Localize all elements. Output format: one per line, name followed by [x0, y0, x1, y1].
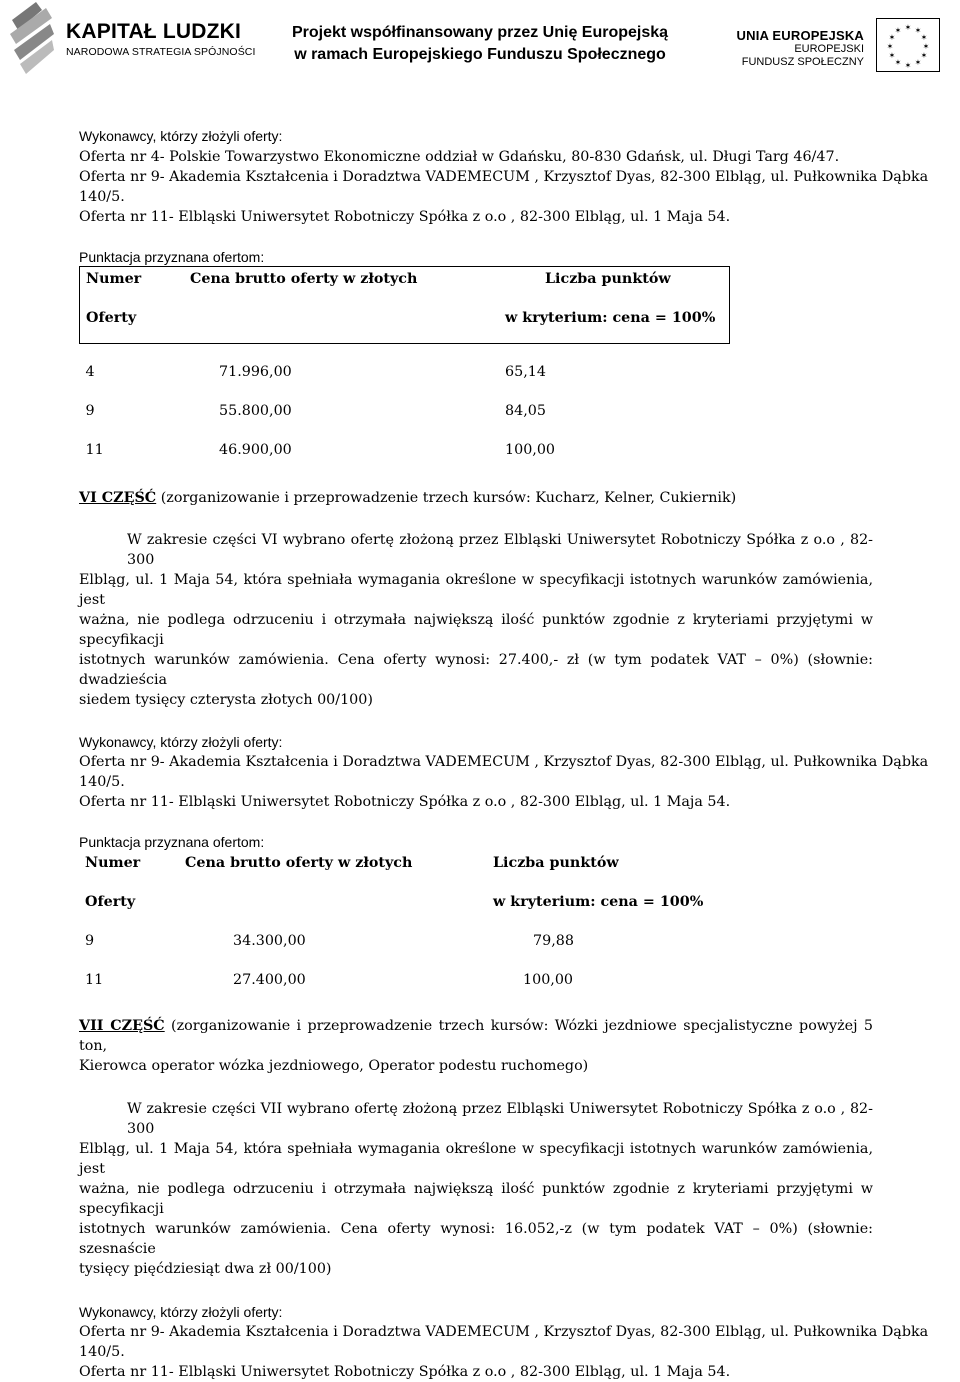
- scores-table: [79, 853, 733, 991]
- row-number: 4: [85, 364, 95, 380]
- document-body: [79, 124, 929, 1382]
- paragraph-line: istotnych warunków zamówienia. Cena oferty wynosi: 16.052,-z (w tym podatek VAT – 0%) (słownie: szesnaście: [79, 1221, 873, 1257]
- bidder-line: 140/5.: [79, 774, 125, 790]
- table-header-number: Numer Oferty: [85, 855, 141, 910]
- paragraph-line: ważna, nie podlega odrzuceniu i otrzymała największą ilość punktów zgodnie z kryteriami przyjętymi w specyfikacji: [79, 612, 873, 648]
- paragraph-line: tysięcy pięćdziesiąt dwa zł 00/100): [79, 1261, 332, 1277]
- table-header-points: Liczba punktów w kryterium: cena = 100%: [505, 267, 730, 344]
- bidders-heading: Wykonawcy, którzy złożyli oferty:: [79, 734, 283, 750]
- svg-text:✶: ✶: [914, 26, 922, 35]
- svg-text:✶: ✶: [920, 51, 928, 60]
- table-row: [79, 952, 733, 991]
- table-header-number: Numer Oferty: [80, 267, 189, 344]
- svg-text:✶: ✶: [904, 61, 912, 70]
- paragraph-line: W zakresie części VI wybrano ofertę złożoną przez Elbląski Uniwersytet Robotniczy Spółka z o.o , 82-300: [127, 532, 873, 568]
- bidder-line: 140/5.: [79, 189, 125, 205]
- paragraph-line: W zakresie części VII wybrano ofertę złożoną przez Elbląski Uniwersytet Robotniczy Spółka z o.o , 82-300: [127, 1101, 873, 1137]
- paragraph-line: ważna, nie podlega odrzuceniu i otrzymała największą ilość punktów zgodnie z kryteriami przyjętymi w specyfikacji: [79, 1181, 873, 1217]
- section-6-paragraph: [79, 530, 873, 710]
- row-points: 79,88: [533, 933, 574, 949]
- svg-text:✶: ✶: [922, 42, 930, 51]
- row-price: 71.996,00: [219, 364, 292, 380]
- eu-line-1: UNIA EUROPEJSKA: [736, 28, 864, 43]
- bidder-line: Oferta nr 4- Polskie Towarzystwo Ekonomiczne oddział w Gdańsku, 80-830 Gdańsk, ul. Długi Targ 46/47.: [79, 149, 840, 165]
- section-7-paragraph: [79, 1099, 873, 1279]
- section-7-title-text: (zorganizowanie i przeprowadzenie trzech kursów: Wózki jezdniowe specjalistyczne powyżej 5 ton,: [79, 1018, 873, 1054]
- svg-text:✶: ✶: [894, 58, 902, 67]
- table-header-price: Cena brutto oferty w złotych: [185, 855, 413, 871]
- row-number: 11: [85, 442, 104, 458]
- bidder-line: Oferta nr 11- Elbląski Uniwersytet Robotniczy Spółka z o.o , 82-300 Elbląg, ul. 1 Maja 54.: [79, 209, 731, 225]
- svg-text:✶: ✶: [886, 42, 894, 51]
- eu-flag-icon: [876, 18, 940, 72]
- svg-text:✶: ✶: [914, 58, 922, 67]
- project-line-2: w ramach Europejskiego Funduszu Społecznego: [294, 46, 666, 63]
- row-number: 11: [85, 972, 104, 988]
- table-header-price: Cena brutto oferty w złotych: [188, 267, 505, 344]
- table-row: [80, 422, 730, 461]
- row-price: 55.800,00: [219, 403, 292, 419]
- section-6-title: [79, 488, 873, 508]
- bidder-line: Oferta nr 9- Akademia Kształcenia i Doradztwa VADEMECUM , Krzysztof Dyas, 82-300 Elbląg, ul. Pułkownika Dąbka: [79, 1324, 929, 1340]
- section-7-title: [79, 1016, 873, 1056]
- table-row: [80, 383, 730, 422]
- paragraph-line: Elbląg, ul. 1 Maja 54, która spełniała wymagania określone w specyfikacji istotnych warunków zamówienia, jest: [79, 1141, 873, 1177]
- svg-text:✶: ✶: [920, 33, 928, 42]
- svg-text:✶: ✶: [888, 51, 896, 60]
- bidders-heading: Wykonawcy, którzy złożyli oferty:: [79, 128, 283, 144]
- row-points: 100,00: [505, 442, 556, 458]
- row-price: 34.300,00: [233, 933, 306, 949]
- row-points: 84,05: [505, 403, 546, 419]
- paragraph-line: Elbląg, ul. 1 Maja 54, która spełniała wymagania określone w specyfikacji istotnych warunków zamówienia, jest: [79, 572, 873, 608]
- table-row: [79, 913, 733, 952]
- kapital-ludzki-title: KAPITAŁ LUDZKI: [66, 20, 242, 43]
- svg-text:✶: ✶: [894, 26, 902, 35]
- section-6-title-text: (zorganizowanie i przeprowadzenie trzech kursów: Kucharz, Kelner, Cukiernik): [156, 490, 737, 506]
- kapital-ludzki-subtitle: NARODOWA STRATEGIA SPÓJNOŚCI: [66, 46, 256, 58]
- table-header-points: Liczba punktów w kryterium: cena = 100%: [493, 855, 704, 910]
- section-6-label: VI CZĘŚĆ: [79, 490, 157, 506]
- row-points: 100,00: [523, 972, 574, 988]
- svg-text:✶: ✶: [904, 23, 912, 32]
- svg-text:✶: ✶: [888, 33, 896, 42]
- bidder-line: Oferta nr 9- Akademia Kształcenia i Doradztwa VADEMECUM , Krzysztof Dyas, 82-300 Elbląg, ul. Pułkownika Dąbka: [79, 754, 929, 770]
- row-points: 65,14: [505, 364, 546, 380]
- paragraph-line: istotnych warunków zamówienia. Cena oferty wynosi: 27.400,- zł (w tym podatek VAT – 0%) (słownie: dwadzieścia: [79, 652, 873, 688]
- section-7-title-line-2: Kierowca operator wózka jezdniowego, Operator podestu ruchomego): [79, 1058, 589, 1074]
- paragraph-line: siedem tysięcy czterysta złotych 00/100): [79, 692, 373, 708]
- document-header: [0, 0, 960, 84]
- bidders-heading: Wykonawcy, którzy złożyli oferty:: [79, 1304, 283, 1320]
- bidder-line: Oferta nr 9- Akademia Kształcenia i Doradztwa VADEMECUM , Krzysztof Dyas, 82-300 Elbląg, ul. Pułkownika Dąbka: [79, 169, 929, 185]
- row-number: 9: [85, 933, 95, 949]
- eu-line-3: FUNDUSZ SPOŁECZNY: [741, 56, 864, 68]
- project-line-1: Projekt współfinansowany przez Unię Europejską: [291, 24, 669, 41]
- eu-line-2: EUROPEJSKI: [794, 43, 864, 55]
- row-price: 27.400,00: [233, 972, 306, 988]
- bidder-line: 140/5.: [79, 1344, 125, 1360]
- row-price: 46.900,00: [219, 442, 292, 458]
- section-7-label: VII CZĘŚĆ: [79, 1018, 165, 1034]
- table-row: [80, 344, 730, 384]
- bidder-line: Oferta nr 11- Elbląski Uniwersytet Robotniczy Spółka z o.o , 82-300 Elbląg, ul. 1 Maja 54.: [79, 794, 731, 810]
- eu-logo-text: [737, 28, 864, 69]
- scores-table: [79, 266, 730, 461]
- scores-heading: Punktacja przyznana ofertom:: [79, 834, 265, 850]
- bidder-line: Oferta nr 11- Elbląski Uniwersytet Robotniczy Spółka z o.o , 82-300 Elbląg, ul. 1 Maja 54.: [79, 1364, 731, 1380]
- row-number: 9: [85, 403, 95, 419]
- scores-heading: Punktacja przyznana ofertom:: [79, 249, 265, 265]
